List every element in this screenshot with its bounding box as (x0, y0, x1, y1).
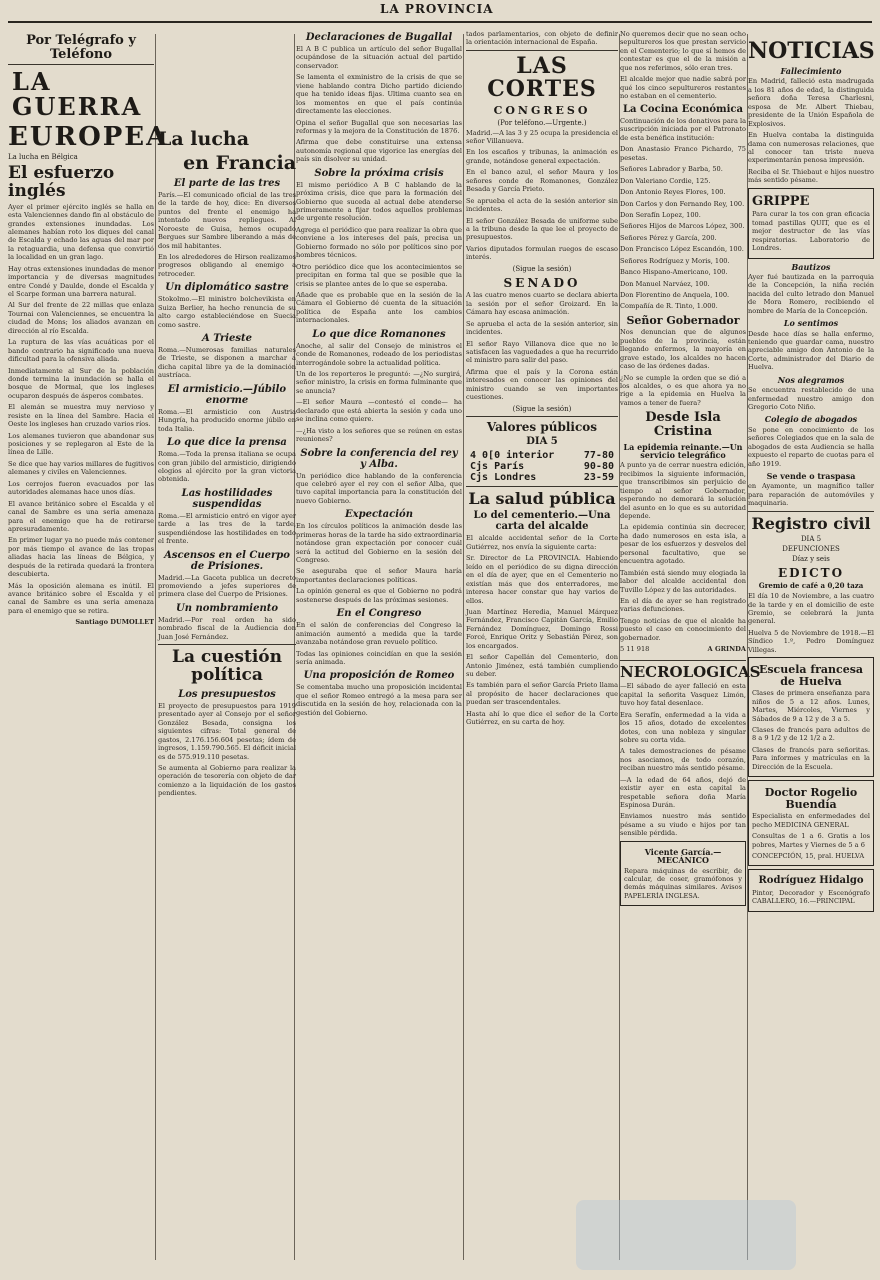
subheadline: (Por teléfono.—Urgente.) (497, 118, 587, 127)
paragraph: Los cerrojos fueron evacuados por las autoridades alemanas hace unos días. (8, 479, 154, 497)
paper-stain (576, 1200, 796, 1270)
paragraph: Se pone en conocimiento de los señores Colegiados que en la sala de abogados de esta Audiencia se halla expuesto el reparto de cuotas para el año 1919. (748, 425, 874, 468)
section-title: Las hostilidades suspendidas (181, 487, 273, 510)
paragraph: Se aprueba el acta de la sesión anterior sin incidentes. (466, 196, 618, 214)
paragraph: El alemán se muestra muy nervioso y resiste en la línea del Sambre. Hacia el Oeste los ingleses han cruzado varios ríos. (8, 403, 154, 429)
section-senado: SENADO (503, 275, 581, 290)
headline-europea: EUROPEA (8, 121, 169, 152)
paragraph: Se encuentra restablecido de una enfermedad nuestro amigo don Gregorio Coto Niño. (748, 386, 874, 411)
ad-title: Doctor Rogelio Buendía (764, 786, 858, 811)
paragraph: Un de los reporteros le preguntó: —¿No surgirá, señor ministro, la crisis en forma fulminante que se anuncia? (296, 370, 462, 395)
section-title: Ascensos en el Cuerpo de Prisiones. (164, 549, 290, 572)
subheadline: Lo del cementerio.—Una carta del alcalde (473, 510, 611, 532)
paragraph: A tales demostraciones de pésame nos asociamos, de todo corazón, reciban nuestro más sentido pésame. (620, 747, 746, 773)
advertisement-doctor (748, 780, 874, 866)
market-value: 90-80 (583, 460, 614, 472)
section-title: Colegio de abogados (764, 414, 858, 425)
list-item: Don Carlos y don Fernando Rey, 100. (620, 199, 745, 208)
list-item: Don Antonio Reyes Flores, 100. (620, 188, 726, 197)
list-item: Señores Labrador y Barba, 50. (620, 165, 723, 174)
ad-text: Especialista en enfermedades del pecho MEDICINA GENERAL (752, 812, 870, 829)
section-title: Nos alegramos (777, 374, 845, 385)
paragraph: Un periódico dice hablando de la conferencia que celebró ayer el rey con el señor Alba, que tuvo capital importancia para la constitución del nuevo Gobierno. (296, 471, 462, 505)
headline-lucha: La lucha (158, 128, 250, 150)
section-title: Sobre la próxima crisis (314, 167, 444, 179)
column-4 (466, 30, 618, 1260)
market-label: 4 0[0 interior (470, 449, 555, 461)
paragraph: A las cuatro menos cuarto se declara abierta la sesión por el señor Groizard. En la Cámara hay escasa animación. (466, 291, 618, 317)
byline: Santiago DUMOLLET (75, 618, 154, 627)
column-divider (155, 34, 156, 1260)
paragraph: Afirma que debe constituirse una extensa autonomía regional que vigorice las energías del país sin disolver su unidad. (296, 138, 462, 164)
paragraph: Sr. Director de La PROVINCIA. Habiendo leído en el periódico de su digna dirección en el día de ayer, que en el Cementerio no existían más que dos enterradores, me interesa hacer constar que hay varios de ellos. (466, 554, 618, 605)
paragraph: Opina el señor Bugallal que son necesarias las reformas y la mejora de la Constitución de 1876. (296, 118, 462, 135)
paragraph: Los alemanes tuvieron que abandonar sus posiciones y se replegaron al Este de la línea de Lille. (8, 431, 154, 457)
section-title: En el Congreso (336, 608, 422, 620)
list-item: Don Valeriano Cordie, 125. (620, 176, 711, 185)
paragraph: Otro periódico dice que los acontecimientos se precipitan en forma tal que se posible que la crisis se plantee antes de lo que se esperaba. (296, 262, 462, 288)
paragraph: —A la edad de 64 años, dejó de existir ayer en esta capital la respetable señora doña María Espinosa Durán. (620, 775, 746, 810)
list-item: Don Francisco López Escandón, 100. (620, 245, 744, 254)
ad-text: Clases de francés para señoritas. Para informes y matrículas en la Dirección de la Escuela. (752, 745, 870, 771)
headline-guerra: LA GUERRA (12, 67, 143, 122)
paragraph: Se dice que hay varios millares de fugitivos alemanes y civiles en Valenciennes. (8, 459, 154, 477)
paragraph: En Madrid, falleció esta madrugada a los 81 años de edad, la distinguida señora doña Teresa Charlesni, esposa de Mr. Albert Thiebau, presidente de la Unión Española de Explosivos. (748, 77, 874, 128)
headline-noticias: NOTICIAS (748, 38, 875, 64)
divider (466, 416, 618, 417)
paragraph: Stokolmo.—El ministro bolchevikista en Suiza Berlier, ha hecho renuncia de su alto cargo estableciéndose en Suecia como sastre. (158, 295, 296, 329)
paragraph: Se aumenta al Gobierno para realizar la operación de tesorería con objeto de dar comienzo a la liquidación de los gastos pendientes. (158, 763, 296, 798)
continued-note: (Sigue la sesión) (512, 264, 572, 273)
paragraph: Roma.—El armisticio con Austria Hungría, ha producido enorme júbilo en toda Italia. (158, 407, 296, 433)
paragraph: Inmediatamente al Sur de la población donde termina la inundación se halla el bosque de Mormal, que los ingleses ocuparon después de ásperos combates. (8, 366, 154, 400)
paragraph: Huelva 5 de Noviembre de 1918.—El Síndico 1.º, Pedro Domínguez Villegas. (748, 628, 874, 654)
subheadline: DEFUNCIONES (782, 544, 840, 553)
column-divider (463, 34, 464, 1260)
section-title: Bautizos (791, 261, 831, 272)
paragraph: El alcalde accidental señor de la Corte Gutiérrez, nos envía la siguiente carta: (466, 534, 618, 551)
paragraph: La epidemia continúa sin decrecer, ha dado numerosos en esta isla, a pesar de los esfuerzos y desvelos del personal facultativo, que se encuentra agotado. (620, 523, 746, 566)
paragraph: En Huelva contaba la distinguida dama con numerosas relaciones, que al conocer tan triste nueva experimentarán penosa impresión. (748, 131, 874, 165)
paragraph: Roma.—El armisticio entró en vigor ayer tarde a las tres de la tarde, suspendiéndose las hostilidades en todo el frente. (158, 511, 296, 546)
section-title: Se vende o traspasa (766, 471, 856, 481)
paragraph: Es también para el señor García Prieto llama al propósito de hacer declaraciones que puedan ser trascendentales. (466, 681, 618, 707)
paragraph: El señor Rayo Villanova dice que no le satisfacen las vaguedades a que ha recurrido el ministro para salir del paso. (466, 339, 618, 365)
ad-text: Clases de francés para adultos de 8 a 9 1/2 y de 12 1/2 a 2. (752, 726, 870, 743)
paragraph: Ayer fué bautizada en la parroquia de la Concepción, la niña recién nacida del culto letrado don Manuel de Mora Romero, recibiendo el nombre de María de la Concepción. (748, 272, 874, 315)
paragraph: Desde hace días se halla enfermo, teniendo que guardar cama, nuestro apreciable amigo don Antonio de la Corte, administrador del Diario de Huelva. (748, 329, 874, 372)
paragraph: Al Sur del frente de 22 millas que enlaza Tournai con Valenciennes, se encuentra la ciudad de Mons; los aliados avanzan en dirección al río Escalda. (8, 301, 154, 335)
paragraph: Anoche, al salir del Consejo de ministros el conde de Romanones, rodeado de los periodistas interrogándole sobre la actualidad política. (296, 341, 462, 367)
paragraph: El avance británico sobre el Escalda y el canal de Sambre es una seria amenaza para el enemigo que ha de retirarse apresuradamente. (8, 499, 154, 533)
paragraph: No queremos decir que no sean ocho sepultureros los que prestan servicio en el Cementerio; lo que sí hemos de contestar es que el de la misión a que nos referimos, sólo eran tres. (620, 30, 746, 72)
ad-text: CONCEPCIÓN, 15, pral. HUELVA (752, 852, 865, 861)
divider (8, 64, 154, 65)
column-5 (620, 30, 761, 1260)
section-title: Un nombramiento (175, 602, 279, 614)
list-item: Señores Pérez y García, 200. (620, 233, 717, 242)
column-6 (748, 30, 874, 1260)
continued-note: (Sigue la sesión) (512, 404, 572, 413)
paragraph: Añade que es probable que en la sesión de la Cámara el Gobierno dé cuenta de la situación política de España ante los cambios internacionales. (296, 290, 462, 325)
section-tag: Por Telégrafo y Teléfono (26, 33, 136, 62)
headline-francia: en Francia (183, 151, 296, 174)
section-title: Un diplomático sastre (165, 282, 289, 294)
paragraph: En los círculos políticos la animación desde las primeras horas de la tarde ha sido extraordinaria notándose gran expectación por conocer cuál será la actitud del Gobierno en la sesión del Congreso. (296, 522, 462, 564)
market-label: Cjs Londres (470, 471, 537, 483)
masthead-rule (8, 21, 872, 23)
section-title: A Trieste (202, 333, 252, 344)
section-title: El armisticio.—Júbilo enorme (167, 383, 287, 406)
divider (158, 644, 296, 645)
section-title: Fallecimiento (780, 66, 842, 77)
ad-title: GRIPPE (752, 193, 810, 209)
advertisement-escuela (748, 657, 874, 777)
paragraph: Roma.—Toda la prensa italiana se ocupa con gran júbilo del armisticio, dirigiendo elogios al ejército por la gran victoria obtenida. (158, 450, 296, 484)
paragraph: Madrid.—La Gaceta publica un decreto promoviendo a jefes superiores de primera clase del Cuerpo de Prisiones. (158, 573, 296, 599)
ad-title: Rodríguez Hidalgo (758, 875, 864, 887)
divider (620, 660, 746, 661)
section-title: Una proposición de Romeo (303, 670, 455, 682)
paragraph: En el banco azul, el señor Maura y los señores conde de Romanones, González Besada y García Prieto. (466, 168, 618, 194)
headline-cortes: LAS CORTES (487, 52, 597, 102)
paragraph: Tengo noticias de que el alcalde ha puesto el caso en conocimiento del gobernador. (620, 616, 746, 642)
list-item: Don Florentino de Anquela, 100. (620, 291, 730, 299)
paragraph: Se aprueba el acta de la sesión anterior, sin incidentes. (466, 319, 618, 337)
section-title: Los presupuestos (178, 688, 276, 700)
divider (466, 486, 618, 487)
paragraph: En el día de ayer se han registrado varias defunciones. (620, 596, 746, 614)
paragraph: Más la oposición alemana es inútil. El avance británico sobre el Escalda y el canal de Sambre es una seria amenaza para el enemigo que se retira. (8, 581, 154, 615)
paragraph: Roma.—Numerosas familias naturales de Trieste, se disponen a marchar a dicha capital libre ya de la dominación austríaca. (158, 346, 296, 380)
advertisement-pintor (748, 869, 874, 911)
advertisement-grippe (748, 188, 874, 259)
list-item: Compañía de R. Tinto, 1.000. (620, 302, 718, 311)
column-3 (296, 30, 462, 1260)
paragraph: El señor Capellán del Cementerio, don Antonio Jiménez, está también cumpliendo su deber. (466, 653, 618, 679)
headline-edicto: EDICTO (777, 565, 845, 580)
ad-title: Vicente García.—MECÁNICO (644, 846, 722, 866)
market-row (466, 461, 618, 472)
column-1 (8, 30, 169, 1260)
paragraph: En primer lugar ya no puede más contener por más tiempo el avance de las tropas aliadas hacia las líneas de Bélgica, y después de la retirada quedará la frontera descubierta. (8, 536, 154, 579)
subheadline: La epidemia reinante.—Un servicio telegráfico (623, 441, 743, 461)
market-value: 23-59 (583, 471, 614, 483)
signature-row (620, 645, 746, 656)
paragraph: ¿No se cumple la orden que se dió a los alcaldes, o es que ahora ya no rige a la epidemia en Huelva la vamos a tener de fuera? (620, 373, 746, 407)
column-2 (158, 30, 296, 1260)
paragraph: Era Serafín, enfermedad a la vida a los 15 años, dotado de excelentes dotes, con una nobleza y singular sobre su corta vida. (620, 710, 746, 744)
section-title: Declaraciones de Bugallal (305, 32, 453, 43)
subheadline: Díaz y seis (792, 554, 830, 563)
headline-necrologicas: NECROLOGICAS (620, 662, 761, 681)
paragraph: A punto ya de cerrar nuestra edición, recibimos la siguiente información, que transcribimos sin perjuicio de tiempo al señor Gobernador, esperando no demorará la solución del asunto en lo que es su autoridad depende. (620, 461, 746, 521)
market-title: Valores públicos (486, 419, 598, 434)
paragraph: El A B C publica un artículo del señor Bugallal ocupándose de la situación actual del partido conservador. (296, 45, 462, 70)
paragraph: Hasta ahí lo que dice el señor de la Corte Gutiérrez, en su carta de hoy. (466, 709, 618, 727)
paragraph: Madrid.—Por real orden ha sido nombrado fiscal de la Audiencia don Juan José Fernández. (158, 615, 296, 641)
paragraph: Todas las opiniones coincidían en que la sesión sería animada. (296, 649, 462, 666)
paragraph: El señor González Besada de uniforme sube a la tribuna desde la que lee el proyecto de presupuestos. (466, 216, 618, 242)
subheadline: La lucha en Bélgica (8, 152, 78, 161)
list-item: Don Manuel Narváez, 100. (620, 279, 710, 288)
paragraph: Continuación de los donativos para la suscripción iniciada por el Patronato de esta benéfica institución: (620, 117, 747, 142)
article-title: El esfuerzo inglés (8, 162, 115, 201)
paragraph: En los alrededores de Hirson realizamos progresos obligando al enemigo a retroceder. (158, 252, 296, 278)
paragraph: Varios diputados formulan ruegos de escaso interés. (466, 244, 618, 262)
list-item: Señores Hijos de Marcos López, 300. (620, 222, 745, 231)
paragraph: Afirma que el país y la Corona están interesados en conocer las opiniones del ministro cuando se ven importantes cuestiones. (466, 367, 618, 402)
list-item: Don Serafín Lopez, 100. (620, 210, 701, 219)
paragraph: La opinión general es que el Gobierno no podrá sostenerse después de las próximas sesiones. (296, 587, 462, 604)
newspaper-name: LA PROVINCIA (380, 2, 494, 16)
section-title: La Cocina Económica (622, 103, 743, 115)
paragraph: tados parlamentarios, con objeto de definir la orientación internacional de España. (466, 30, 618, 47)
ad-text: Pintor, Decorador y Escenógrafo CABALLERO, 16.—PRINCIPAL (752, 888, 870, 906)
market-label: Cjs París (470, 460, 525, 472)
paragraph: Hay otras extensiones inundadas de menor importancia y de diversas magnitudes entre Condé y Daulde, donde el Escalda y el Scarpe forman una barrera natural. (8, 264, 154, 299)
paragraph: El día 10 de Noviembre, a las cuatro de la tarde y en el domicilio de este Gremio, se celebrará la junta general. (748, 592, 874, 626)
list-item: Banco Hispano-Americano, 100. (620, 268, 728, 277)
paragraph: —El señor Maura —contestó el conde— ha declarado que está abierta la sesión y cada uno se inclina como quiere. (296, 398, 462, 424)
section-title: Lo sentimos (783, 318, 839, 329)
section-title: El parte de las tres (173, 177, 281, 189)
paragraph: Juan Martínez Heredia, Manuel Márquez Fernández, Francisco Capitán García, Emilio Fernández Domínguez, Domingo Rossi Forcé, Enrique Oritz y Sebastián Pérez, son los encargados. (466, 607, 618, 650)
subheadline: DIA 5 (800, 534, 822, 543)
headline-cuestion-politica: La cuestión política (172, 647, 282, 686)
byline: A GRINDA (707, 645, 746, 654)
paragraph: El proyecto de presupuestos para 1919 presentado ayer al Consejo por el señor González Besada, consigna los siguientes cifras: Total general de gastos, 2.176.156.604 pesetas; ídem de ingresos, 1.159.790.565. El déficit inicial es de 575.919.110 pesetas. (158, 701, 296, 761)
paragraph: Se lamenta el exministro de la crisis de que se viene hablando contra Dicho partido diciendo que ha tenido ideas fijas. Ultima cuanto sea en los momentos en que el país continúa directamente las elecciones. (296, 73, 462, 116)
paragraph: Reciba el Sr. Thiebaut e hijos nuestro más sentido pésame. (748, 167, 874, 185)
divider (748, 511, 874, 512)
market-day: DIA 5 (526, 436, 558, 448)
ad-text: Para curar la tos con gran eficacia tomad pastillas QUIT, que es el mejor destructor de las vías respiratorias. Laboratorio de Londres. (752, 210, 870, 253)
paragraph: En los escaños y tribunas, la animación es grande, notándose general expectación. (466, 148, 618, 165)
paragraph: Nos denuncian que de algunos pueblos de la provincia, están llegando enfermos, la mayoría en grave estado, los alcaldes no hacen caso de las órdenes dadas. (620, 328, 746, 371)
paragraph: en Ayamonte, un magnífico taller para reparación de automóviles y maquinaria. (748, 482, 874, 508)
paragraph: Madrid.—A las 3 y 25 ocupa la presidencia el señor Villanueva. (466, 128, 618, 146)
paragraph: Ayer el primer ejército inglés se halla en esta Valenciennes dando fin al obstáculo de grandes extensiones inundadas. Los alemanes habían roto los diques del canal de Escalda y echado las aguas del mar por la retaguardia, una defensa que convirtió la localidad en un gran lago. (8, 202, 154, 262)
section-title: Sobre la conferencia del rey y Alba. (300, 447, 458, 470)
divider (466, 50, 618, 51)
ad-text: Repara máquinas de escribir, de calcular, de coser, gramófonos y demás máquinas similares. Avisos PAPELERÍA INGLESA. (624, 866, 742, 900)
masthead (0, 0, 880, 34)
subheadline: Gremio de café a 0,20 taza (758, 581, 864, 591)
market-value: 77-80 (583, 449, 614, 461)
paragraph: Se comentaba mucho una proposición incidental que el señor Romeo entregó a la mesa para ser discutida en la sesión de hoy, relacionada con la gestión del Gobierno. (296, 683, 462, 717)
section-title: Expectación (345, 509, 413, 521)
paragraph: —El sábado de ayer falleció en esta capital la señorita Vasquez Limón, tuvo hoy fatal desenlace. (620, 682, 746, 708)
market-row (466, 450, 618, 461)
headline-registro-civil: Registro civil (751, 513, 871, 533)
paragraph: Agrega el periódico que para realizar la obra que conviene a los intereses del país, precisa un Gobierno formado no sólo por políticos sino por hombres técnicos. (296, 225, 462, 260)
list-item: Señores Rodríguez y Moris, 100. (620, 256, 730, 265)
paragraph: En el salón de conferencias del Congreso la animación aumentó a medida que la tarde avanzaba notándose gran revuelo político. (296, 621, 462, 647)
dateline: 5 11 918 (620, 645, 650, 654)
paragraph: —¿Ha visto a los señores que se reúnen en estas reuniones? (296, 426, 462, 444)
paragraph: La ruptura de las vías acuáticas por el bando contrario ha significado una nueva dificultad para la ofensiva aliada. (8, 338, 154, 364)
headline-salud: La salud pública (468, 488, 616, 508)
section-congreso: CONGRESO (493, 104, 591, 118)
market-row (466, 472, 618, 483)
paragraph: También está siendo muy elogiada la labor del alcalde accidental don Tuvillo López y de las autoridades. (620, 568, 746, 594)
ad-text: Clases de primera enseñanza para niños de 5 a 12 años. Lunes, Martes, Miércoles, Viernes y Sábados de 9 a 12 y de 3 a 5. (752, 689, 870, 723)
paragraph: El alcalde mejor que nadie sabrá por qué los cinco sepultureros restantes no estaban en el cementerio. (620, 75, 746, 101)
paragraph: Se aseguraba que el señor Maura haría importantes declaraciones políticas. (296, 567, 462, 584)
paragraph: Enviamos nuestro más sentido pésame a su viudo e hijos por tan sensible pérdida. (620, 812, 746, 838)
headline-isla-cristina: Desde Isla Cristina (645, 410, 721, 439)
section-title: Señor Gobernador (626, 313, 740, 327)
ad-title: Escuela francesa de Huelva (758, 663, 864, 688)
section-title: Lo que dice la prensa (167, 437, 287, 449)
advertisement (620, 841, 746, 907)
paragraph: París.—El comunicado oficial de las tres de la tarde de hoy, dice: En diversos puntos del frente el enemigo ha intentado nuevos repliegues. Al Noroeste de Guisa, hemos ocupado Bergues sur Sambre liberando a más de dos mil habitantes. (158, 190, 296, 250)
section-title: Lo que dice Romanones (312, 328, 446, 340)
paragraph: El mismo periódico A B C hablando de la próxima crisis, dice que para la formación del Gobierno que suceda al actual debe atenderse primeramente a fijar todos aquellos problemas de urgente resolución. (296, 180, 462, 223)
ad-text: Consultas de 1 a 6. Gratis a los pobres, Martes y Viernes de 5 a 6 (752, 832, 870, 849)
list-item: Don Anastasio Franco Pichardo, 75 pesetas. (620, 145, 746, 162)
